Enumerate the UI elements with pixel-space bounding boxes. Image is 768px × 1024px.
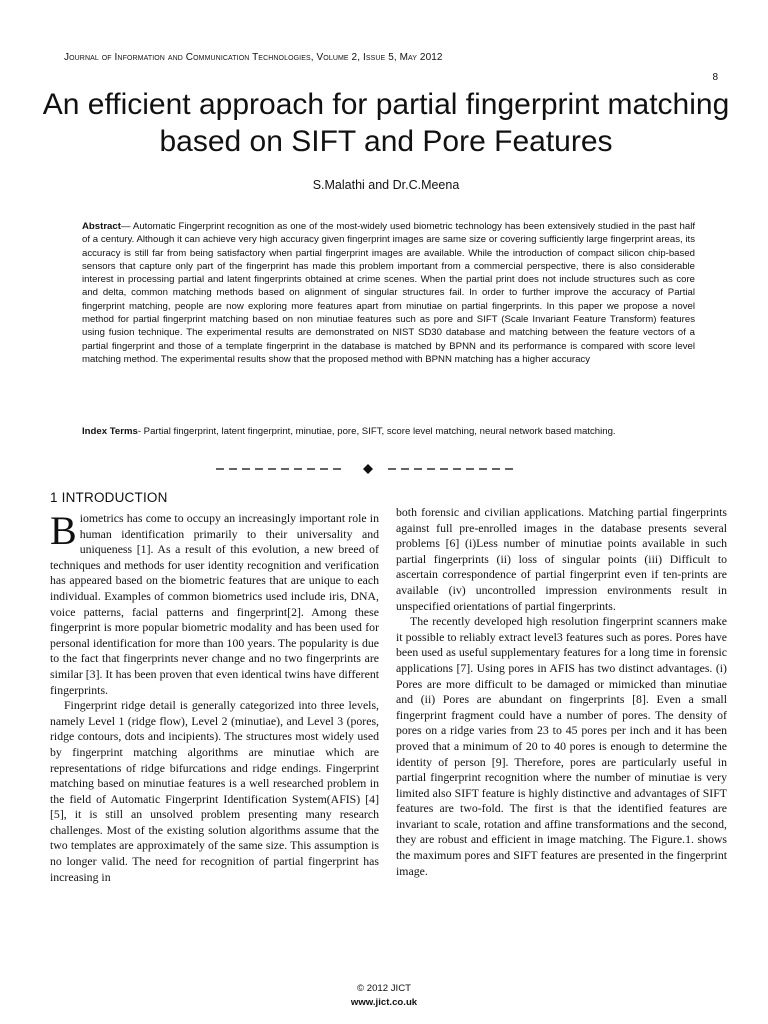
body-column-right	[396, 505, 727, 879]
index-terms	[82, 424, 672, 439]
diamond-icon	[363, 464, 373, 474]
paragraph: both forensic and civilian applications. Matching partial fingerprints against full pre-enrolled images in the database presents several problems [6] (i)Less number of minutiae points available in such partial fingerprints (ii) loss of singular points (iii) Difficult to ascertain correspondence of partial fingerprint even if ten-prints are available (iv) uncontrolled impression environments result in unspecified orientations of partial fingerprints.	[396, 505, 727, 613]
body-column-left	[50, 508, 379, 885]
index-terms-label: Index Terms	[82, 426, 138, 437]
drop-cap: B	[50, 508, 77, 553]
abstract	[82, 220, 695, 366]
paragraph-text: iometrics has come to occupy an increasingly important role in human identification primarily to their universality and uniqueness [1]. As a result of this evolution, a new breed of techniques and methods for user identity recognition and verification has appeared based on the biometric features that are unique to each individual. Examples of common biometrics used include iris, DNA, voice patterns, facial patterns and fingerprint[2]. Among these fingerprint is more popular biometric modality and has been used for personal identification for more than 100 years. The popularity is due to the fact that fingerprints never change and no two fingerprints are similar [3]. It has been proven that even identical twins have different fingerprints.	[50, 511, 379, 697]
footer-url[interactable]: www.jict.co.uk	[350, 997, 418, 1008]
index-terms-text: - Partial fingerprint, latent fingerprint, minutiae, pore, SIFT, score level matching, neural network based matching.	[137, 426, 616, 437]
paragraph: The recently developed high resolution fingerprint scanners make it possible to reliably extract level3 features such as pores. Pores have been used as useful supplementary features for a long time in forensic applications [7]. Using pores in AFIS has two distinct advantages. (i) Pores are more difficult to be damaged or mimicked than minutiae and (ii) Pores are abundant on fingerprints [8]. Even a small fingerprint fragment could have a number of pores. The density of pores on a ridge varies from 23 to 45 pores per inch and it has been proved that a minimum of 20 to 40 pores is enough to determine the identity of person [9]. Therefore, pores are particularly useful in partial fingerprint recognition where the number of minutiae is very limited also SIFT feature is highly distinctive and advantages of SIFT features are two-fold. The first is that the identified features are invariant to scale, rotation and affine transformations and the second, they are robust and efficient in image matching. The Figure.1. shows the maximum pores and SIFT features are presented in the fingerprint image.	[396, 614, 727, 878]
abstract-label: Abstract	[82, 221, 121, 232]
paper-authors: S.Malathi and Dr.C.Meena	[312, 178, 460, 192]
section-divider	[150, 460, 618, 476]
paragraph	[50, 508, 379, 698]
abstract-text: — Automatic Fingerprint recognition as one of the most-widely used biometric technology has been extensively studied in the past half of a century. Although it can achieve very high accuracy given fingerprint images are same size or covering sufficiently large fingerprint areas, its accuracy is still far from being satisfactory when partial fingerprint images are available. While the introduction of compact silicon chip-based sensors that capture only part of the fingerprint has made this problem important from a commercial perspective, there is also considerable interest in processing partial and latent fingerprints obtained at crime scenes. When the partial print does not include structures such as core and delta, common matching methods based on alignment of singular structures fail. In order to further improve the accuracy of Partial fingerprint matching, people are now exploring more features apart from minutiae on partial fingerprints. In this paper we propose a novel method for partial fingerprint matching based on non minutiae features such as pore and SIFT (Scale Invariant Feature Transform) features using fusion technique. The experimental results are demonstrated on NIST SD30 database and matching between the feature vectors of a partial fingerprint and those of a template fingerprint in the database is matched by BPNN and its performance is compared with score level matching method. The experimental results show that the proposed method with BPNN matching has a higher accuracy	[82, 221, 695, 365]
footer-copyright: © 2012 JICT	[357, 983, 411, 994]
paper-title: An efficient approach for partial fingerprint matching based on SIFT and Pore Features	[42, 88, 730, 158]
journal-header: Journal of Information and Communication Technologies, Volume 2, Issue 5, May 2012	[64, 52, 443, 63]
page-number: 8	[712, 72, 718, 83]
paragraph: Fingerprint ridge detail is generally categorized into three levels, namely Level 1 (ridge flow), Level 2 (minutiae), and Level 3 (pores, ridge contours, dots and incipients). The structures most widely used by fingerprint matching algorithms are minutiae which are representations of ridge bifurcations and ridge endings. Fingerprint matching based on minutiae features is a well researched problem in the field of Automatic Fingerprint Identification System(AFIS) [4][5], it is still an unsolved problem presenting many research challenges. Most of the existing solution algorithms assume that the two templates are approximately of the same size. This assumption is no longer valid. The need for recognition of partial fingerprint has increasing in	[50, 698, 379, 884]
section-heading: 1 INTRODUCTION	[50, 490, 168, 505]
